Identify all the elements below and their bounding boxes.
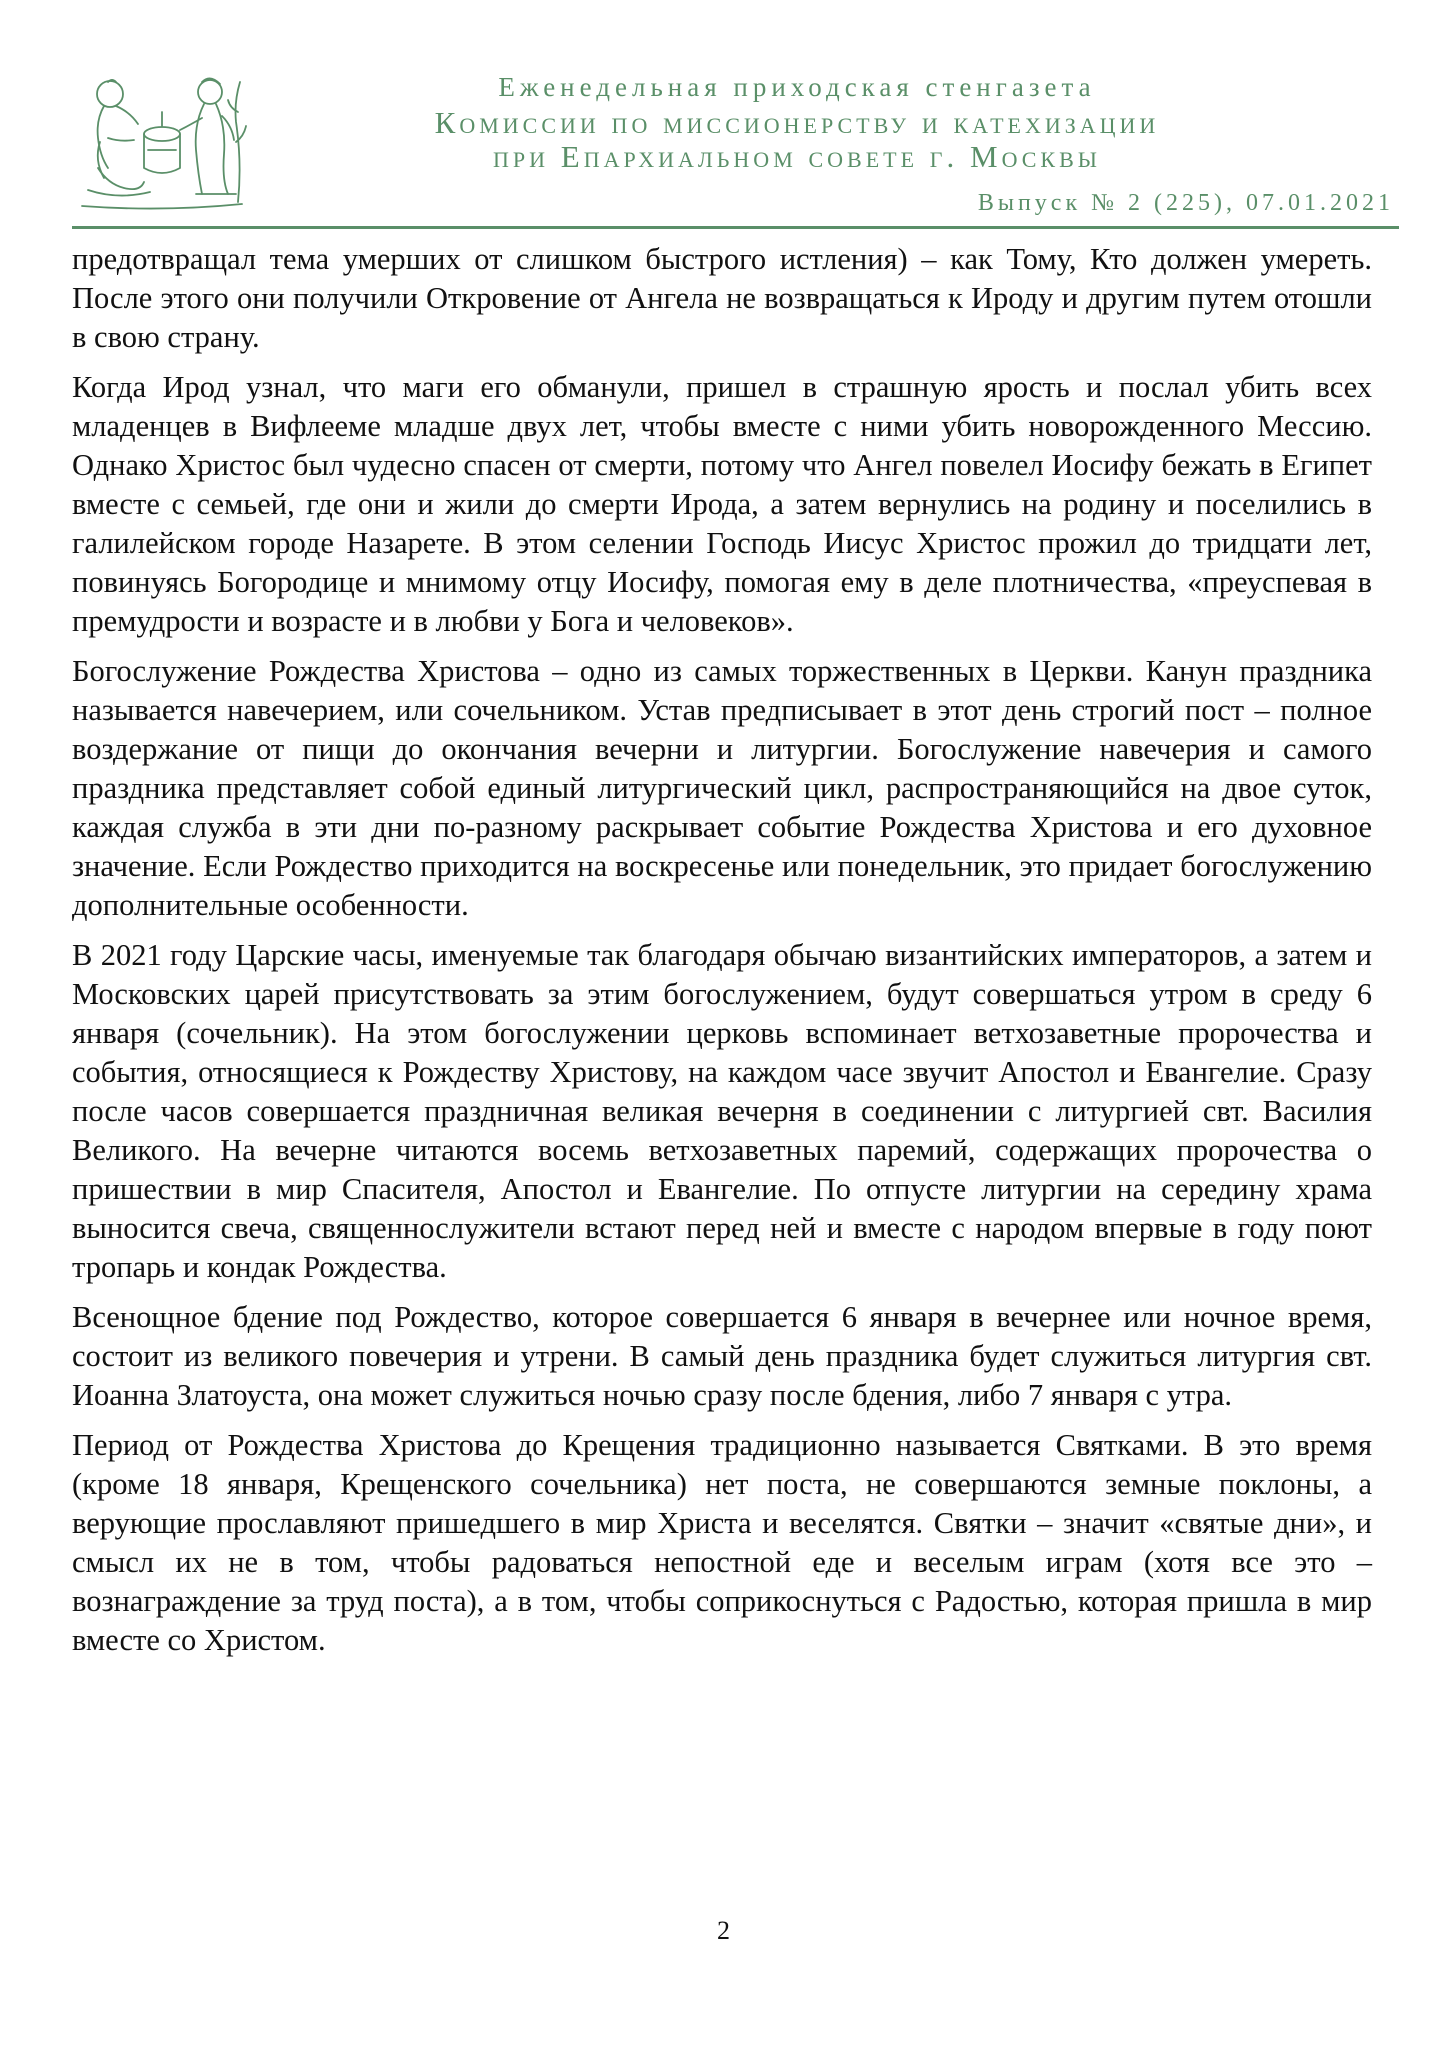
header-divider bbox=[72, 226, 1399, 229]
logo-icon bbox=[78, 72, 248, 212]
newspaper-header bbox=[72, 64, 1424, 232]
newspaper-subtitle: Еженедельная приходская стенгазета bbox=[498, 72, 1096, 102]
article-body bbox=[72, 240, 1372, 1671]
page-number: 2 bbox=[717, 1916, 730, 1945]
commission-name: Комиссии по миссионерству и катехизации bbox=[434, 105, 1160, 140]
paragraph: Богослужение Рождества Христова – одно из самых торжественных в Церкви. Канун праздника называется навечерием, или сочельником. Устав предписывает в этот день строгий пост – полное воздержание от пищи до окончания вечерни и литургии. Богослужение навечерия и самого праздника представляет собой единый литургический цикл, распространяющийся на двое суток, каждая служба в эти дни по-разному раскрывает событие Рождества Христова и его духовное значение. Если Рождество приходится на воскресенье или понедельник, это придает богослужению дополнительные особенности. bbox=[72, 654, 1372, 922]
title-block bbox=[272, 64, 1322, 174]
paragraph: Когда Ирод узнал, что маги его обманули, пришел в страшную ярость и послал убить всех младенцев в Вифлееме младше двух лет, чтобы вместе с ними убить новорожденного Мессию. Однако Христос был чудесно спасен от смерти, потому что Ангел повелел Иосифу бежать в Египет вместе с семьей, где они и жили до смерти Ирода, а затем вернулись на родину и поселились в галилейском городе Назарете. В этом селении Господь Иисус Христос прожил до тридцати лет, повинуясь Богородице и мнимому отцу Иосифу, помогая ему в деле плотничества, «преуспевая в премудрости и возрасте и в любви у Бога и человеков». bbox=[72, 370, 1372, 638]
paragraph: предотвращал тема умерших от слишком быстрого истления) – как Тому, Кто должен умереть. После этого они получили Откровение от Ангела не возвращаться к Ироду и другим путем отошли в свою страну. bbox=[72, 242, 1372, 354]
paragraph: Всенощное бдение под Рождество, которое совершается 6 января в вечернее или ночное время, состоит из великого повечерия и утрени. В самый день праздника будет служиться литургия свт. Иоанна Златоуста, она может служиться ночью сразу после бдения, либо 7 января с утра. bbox=[72, 1300, 1372, 1412]
council-name: при Епархиальном совете г. Москвы bbox=[493, 139, 1101, 174]
issue-number: Выпуск № 2 (225), 07.01.2021 bbox=[977, 190, 1394, 216]
paragraph: В 2021 году Царские часы, именуемые так благодаря обычаю византийских императоров, а затем и Московских царей присутствовать за этим богослужением, будут совершаться утром в среду 6 января (сочельник). На этом богослужении церковь вспоминает ветхозаветные пророчества и события, относящиеся к Рождеству Христову, на каждом часе звучит Апостол и Евангелие. Сразу после часов совершается праздничная великая вечерня в соединении с литургией свт. Василия Великого. На вечерне читаются восемь ветхозаветных паремий, содержащих пророчества о пришествии в мир Спасителя, Апостол и Евангелие. По отпусте литургии на середину храма выносится свеча, священнослужители встают перед ней и вместе с народом впервые в году поют тропарь и кондак Рождества. bbox=[72, 938, 1372, 1284]
paragraph: Период от Рождества Христова до Крещения традиционно называется Святками. В это время (кроме 18 января, Крещенского сочельника) нет поста, не совершаются земные поклоны, а верующие прославляют пришедшего в мир Христа и веселятся. Святки – значит «святые дни», и смысл их не в том, чтобы радоваться непостной еде и веселым играм (хотя все это – вознаграждение за труд поста), а в том, чтобы соприкоснуться с Радостью, которая пришла в мир вместе со Христом. bbox=[72, 1428, 1372, 1657]
